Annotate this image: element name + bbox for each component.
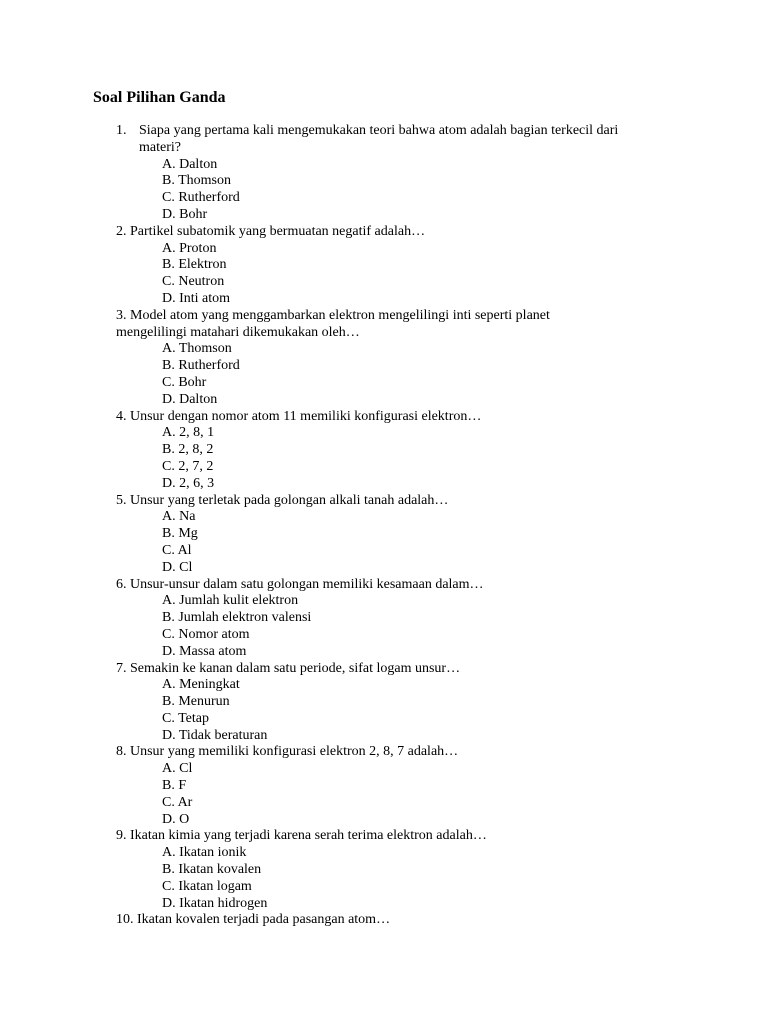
option: D. Cl [162, 559, 193, 575]
option: A. Proton [162, 240, 217, 256]
option: A. Ikatan ionik [162, 845, 247, 861]
option: B. 2, 8, 2 [162, 442, 214, 458]
option: D. Tidak beraturan [162, 727, 268, 743]
option: D. Ikatan hidrogen [162, 895, 268, 911]
option: B. Thomson [162, 173, 231, 189]
question-text: 10. Ikatan kovalen terjadi pada pasangan atom… [116, 912, 391, 928]
question-text: 2. Partikel subatomik yang bermuatan negatif adalah… [116, 223, 426, 239]
option: B. Menurun [162, 694, 230, 710]
question-number: 1. [116, 123, 127, 138]
option: C. Ar [162, 794, 193, 810]
question-9 [0, 828, 768, 912]
question-text: Siapa yang pertama kali mengemukakan teori bahwa atom adalah bagian terkecil dari [139, 123, 619, 138]
question-text: 4. Unsur dengan nomor atom 11 memiliki konfigurasi elektron… [116, 408, 482, 424]
option: A. Meningkat [162, 677, 240, 693]
option: C. Tetap [162, 710, 209, 726]
option: B. Elektron [162, 257, 227, 273]
question-2 [0, 224, 768, 308]
option: C. Ikatan logam [162, 878, 252, 894]
option: D. 2, 6, 3 [162, 475, 215, 491]
question-6 [0, 577, 768, 661]
question-4 [0, 409, 768, 493]
option: D. Massa atom [162, 643, 247, 659]
question-1 [0, 123, 768, 224]
question-text: mengelilingi matahari dikemukakan oleh… [116, 324, 360, 340]
option: A. Thomson [162, 341, 232, 357]
question-text: 6. Unsur-unsur dalam satu golongan memiliki kesamaan dalam… [116, 576, 484, 592]
option: B. Mg [162, 526, 198, 542]
option: C. Al [162, 542, 192, 558]
page-title: Soal Pilihan Ganda [93, 89, 226, 106]
option: B. Rutherford [162, 358, 240, 374]
question-3 [0, 308, 768, 409]
question-text: 3. Model atom yang menggambarkan elektron mengelilingi inti seperti planet [116, 307, 550, 323]
option: D. Dalton [162, 391, 218, 407]
option: C. 2, 7, 2 [162, 458, 214, 474]
question-text: 8. Unsur yang memiliki konfigurasi elektron 2, 8, 7 adalah… [116, 744, 459, 760]
option: A. Cl [162, 761, 193, 777]
option: B. F [162, 778, 187, 794]
option: A. Jumlah kulit elektron [162, 593, 299, 609]
question-7 [0, 661, 768, 745]
option: B. Ikatan kovalen [162, 862, 262, 878]
option: C. Rutherford [162, 190, 240, 206]
option: A. 2, 8, 1 [162, 425, 215, 441]
question-text: materi? [139, 139, 181, 155]
option: D. Bohr [162, 206, 208, 222]
option: A. Na [162, 509, 196, 525]
option: D. O [162, 811, 190, 827]
question-text: 9. Ikatan kimia yang terjadi karena serah terima elektron adalah… [116, 828, 487, 844]
question-list [0, 123, 768, 929]
question-10 [0, 912, 768, 929]
question-8 [0, 744, 768, 828]
option: C. Nomor atom [162, 626, 250, 642]
question-5 [0, 493, 768, 577]
option: A. Dalton [162, 156, 218, 172]
question-text: 5. Unsur yang terletak pada golongan alkali tanah adalah… [116, 492, 449, 508]
option: B. Jumlah elektron valensi [162, 610, 312, 626]
option: C. Bohr [162, 374, 207, 390]
question-text: 7. Semakin ke kanan dalam satu periode, sifat logam unsur… [116, 660, 461, 676]
option: C. Neutron [162, 274, 225, 290]
option: D. Inti atom [162, 290, 231, 306]
